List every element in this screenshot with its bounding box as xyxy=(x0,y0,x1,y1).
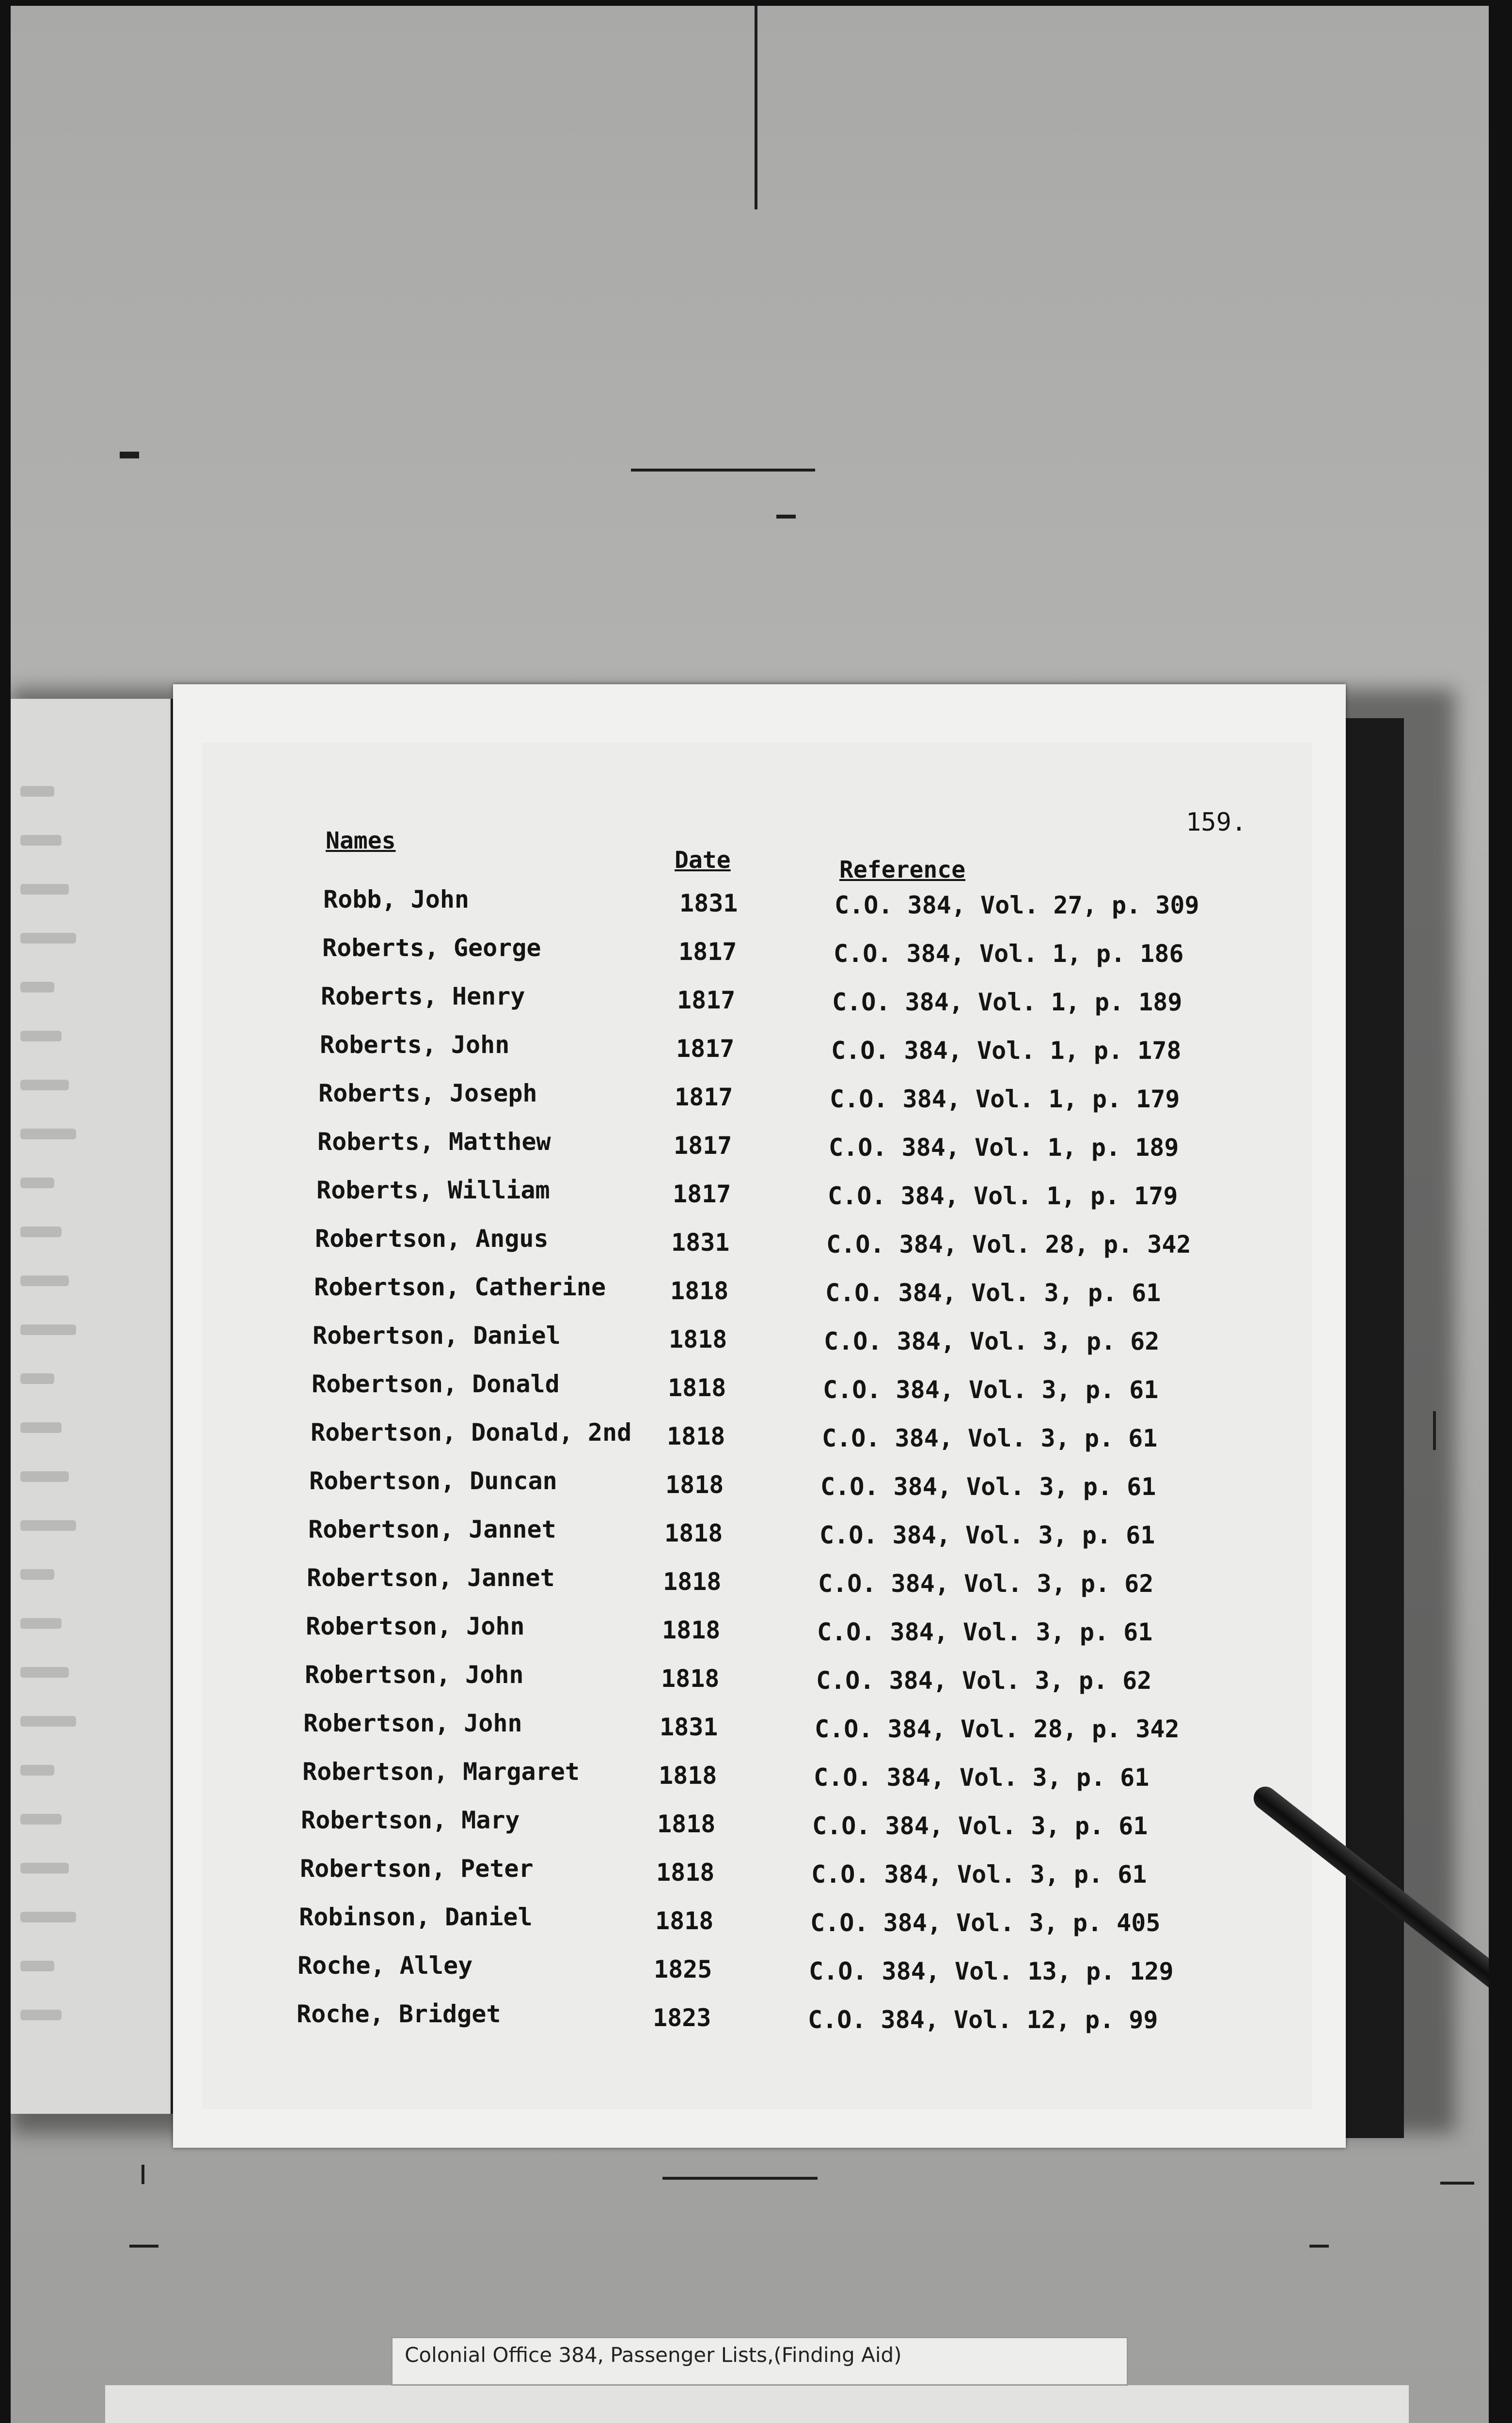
name-cell: Robb, John xyxy=(323,885,470,913)
name-cell: Roberts, Henry xyxy=(321,982,525,1010)
left-page-text-line xyxy=(20,1275,69,1286)
left-page-text-line xyxy=(20,1520,76,1531)
name-cell: Roche, Alley xyxy=(298,1951,473,1980)
date-cell: 1817 xyxy=(677,986,736,1014)
name-cell: Robertson, Angus xyxy=(315,1225,549,1253)
column-header-names: Names xyxy=(326,827,396,854)
left-page-text-line xyxy=(20,1961,54,1971)
date-cell: 1825 xyxy=(654,1955,712,1983)
reference-cell: C.O. 384, Vol. 3, p. 61 xyxy=(823,1376,1159,1404)
name-cell: Robertson, Peter xyxy=(300,1855,534,1883)
name-cell: Robertson, John xyxy=(306,1612,525,1640)
registration-mark xyxy=(1440,2182,1474,2185)
column-header-date: Date xyxy=(675,847,731,874)
name-cell: Roberts, Joseph xyxy=(318,1079,537,1107)
date-cell: 1817 xyxy=(676,1035,735,1063)
date-cell: 1818 xyxy=(663,1568,722,1596)
reference-cell: C.O. 384, Vol. 28, p. 342 xyxy=(826,1230,1191,1259)
registration-mark xyxy=(755,6,757,209)
archives-card xyxy=(105,2385,1409,2423)
registration-mark xyxy=(662,2177,818,2180)
date-cell: 1817 xyxy=(674,1132,732,1160)
name-cell: Robinson, Daniel xyxy=(299,1903,533,1931)
reference-cell: C.O. 384, Vol. 3, p. 61 xyxy=(812,1812,1148,1840)
left-page-text-line xyxy=(20,1814,62,1825)
left-page-text-line xyxy=(20,2010,62,2020)
left-page-text-line xyxy=(20,1716,76,1727)
page-body xyxy=(202,742,1312,2109)
left-page-text-line xyxy=(20,933,76,944)
reference-cell: C.O. 384, Vol. 28, p. 342 xyxy=(815,1715,1180,1743)
ledger-page xyxy=(173,684,1346,2148)
registration-mark xyxy=(776,515,796,519)
name-cell: Robertson, Jannet xyxy=(308,1515,556,1543)
left-page-text-line xyxy=(20,1324,76,1335)
reference-cell: C.O. 384, Vol. 3, p. 61 xyxy=(825,1279,1161,1307)
date-cell: 1818 xyxy=(670,1277,729,1305)
date-cell: 1818 xyxy=(657,1810,716,1838)
reference-cell: C.O. 384, Vol. 1, p. 189 xyxy=(829,1133,1179,1162)
reference-cell: C.O. 384, Vol. 1, p. 179 xyxy=(830,1085,1180,1113)
reference-cell: C.O. 384, Vol. 3, p. 61 xyxy=(811,1860,1147,1888)
name-cell: Robertson, Duncan xyxy=(309,1467,557,1495)
left-page-text-line xyxy=(20,786,54,797)
reference-cell: C.O. 384, Vol. 27, p. 309 xyxy=(835,891,1199,919)
date-cell: 1831 xyxy=(660,1713,718,1741)
reference-cell: C.O. 384, Vol. 3, p. 61 xyxy=(817,1618,1153,1646)
reference-cell: C.O. 384, Vol. 3, p. 61 xyxy=(820,1473,1156,1501)
reference-cell: C.O. 384, Vol. 3, p. 62 xyxy=(824,1327,1160,1355)
left-page-text-line xyxy=(20,1129,76,1139)
left-page-text-line xyxy=(20,1863,69,1873)
left-page-text-line xyxy=(20,835,62,846)
name-cell: Roberts, William xyxy=(316,1176,550,1204)
name-cell: Robertson, Catherine xyxy=(314,1273,606,1301)
caption-text: Colonial Office 384, Passenger Lists,(Finding Aid) xyxy=(405,2343,902,2367)
name-cell: Robertson, Daniel xyxy=(313,1322,561,1350)
date-cell: 1817 xyxy=(678,938,737,966)
left-page-text-line xyxy=(20,1178,54,1188)
name-cell: Roberts, Matthew xyxy=(317,1128,551,1156)
date-cell: 1818 xyxy=(656,1858,715,1887)
date-cell: 1818 xyxy=(664,1519,723,1547)
date-cell: 1818 xyxy=(659,1762,717,1790)
date-cell: 1818 xyxy=(661,1665,720,1693)
reference-cell: C.O. 384, Vol. 3, p. 61 xyxy=(819,1521,1155,1549)
date-cell: 1831 xyxy=(671,1228,730,1257)
left-page-text-line xyxy=(20,1080,69,1090)
reference-cell: C.O. 384, Vol. 3, p. 61 xyxy=(822,1424,1158,1452)
reference-cell: C.O. 384, Vol. 1, p. 186 xyxy=(834,940,1184,968)
date-cell: 1831 xyxy=(679,889,738,917)
left-page-text-line xyxy=(20,982,54,992)
left-page-text-line xyxy=(20,1569,54,1580)
date-cell: 1818 xyxy=(662,1616,721,1644)
reference-cell: C.O. 384, Vol. 3, p. 62 xyxy=(816,1667,1152,1695)
registration-mark xyxy=(1309,2245,1329,2248)
name-cell: Roberts, John xyxy=(320,1031,510,1059)
left-page-text-line xyxy=(20,1765,54,1776)
left-page-text-line xyxy=(20,1618,62,1629)
registration-mark xyxy=(1433,1411,1436,1450)
date-cell: 1823 xyxy=(653,2004,711,2032)
left-page-text-line xyxy=(20,1373,54,1384)
name-cell: Roche, Bridget xyxy=(297,2000,501,2028)
left-page-text-line xyxy=(20,1031,62,1041)
column-header-reference: Reference xyxy=(839,856,966,883)
reference-cell: C.O. 384, Vol. 3, p. 405 xyxy=(810,1909,1161,1937)
left-page-text-line xyxy=(20,884,69,895)
page-number: 159. xyxy=(1186,808,1247,837)
reference-cell: C.O. 384, Vol. 3, p. 62 xyxy=(818,1570,1154,1598)
left-page-text-line xyxy=(20,1667,69,1678)
date-cell: 1818 xyxy=(667,1422,725,1450)
name-cell: Robertson, Donald xyxy=(312,1370,560,1398)
name-cell: Robertson, John xyxy=(303,1709,522,1737)
date-cell: 1818 xyxy=(668,1374,726,1402)
reference-cell: C.O. 384, Vol. 1, p. 189 xyxy=(832,988,1182,1016)
name-cell: Robertson, Mary xyxy=(301,1806,520,1834)
date-cell: 1818 xyxy=(669,1325,727,1353)
reference-cell: C.O. 384, Vol. 3, p. 61 xyxy=(814,1763,1150,1792)
left-page xyxy=(11,699,182,2114)
registration-mark xyxy=(631,469,815,472)
date-cell: 1818 xyxy=(655,1907,714,1935)
name-cell: Robertson, Margaret xyxy=(302,1758,580,1786)
left-page-text-line xyxy=(20,1422,62,1433)
left-page-text-line xyxy=(20,1912,76,1922)
reference-cell: C.O. 384, Vol. 1, p. 178 xyxy=(831,1037,1181,1065)
name-cell: Robertson, Donald, 2nd xyxy=(311,1418,632,1447)
reference-cell: C.O. 384, Vol. 12, p. 99 xyxy=(808,2006,1158,2034)
microfilm-frame xyxy=(11,6,1489,2423)
date-cell: 1817 xyxy=(675,1083,733,1111)
registration-mark xyxy=(129,2245,158,2248)
name-cell: Robertson, John xyxy=(305,1661,524,1689)
date-cell: 1817 xyxy=(673,1180,731,1208)
left-page-text-line xyxy=(20,1471,69,1482)
registration-mark xyxy=(120,452,139,458)
date-cell: 1818 xyxy=(665,1471,724,1499)
left-page-text-line xyxy=(20,1227,62,1237)
reference-cell: C.O. 384, Vol. 1, p. 179 xyxy=(828,1182,1178,1210)
reference-cell: C.O. 384, Vol. 13, p. 129 xyxy=(809,1957,1174,1985)
name-cell: Roberts, George xyxy=(322,934,541,962)
name-cell: Robertson, Jannet xyxy=(307,1564,555,1592)
registration-mark xyxy=(142,2165,144,2184)
